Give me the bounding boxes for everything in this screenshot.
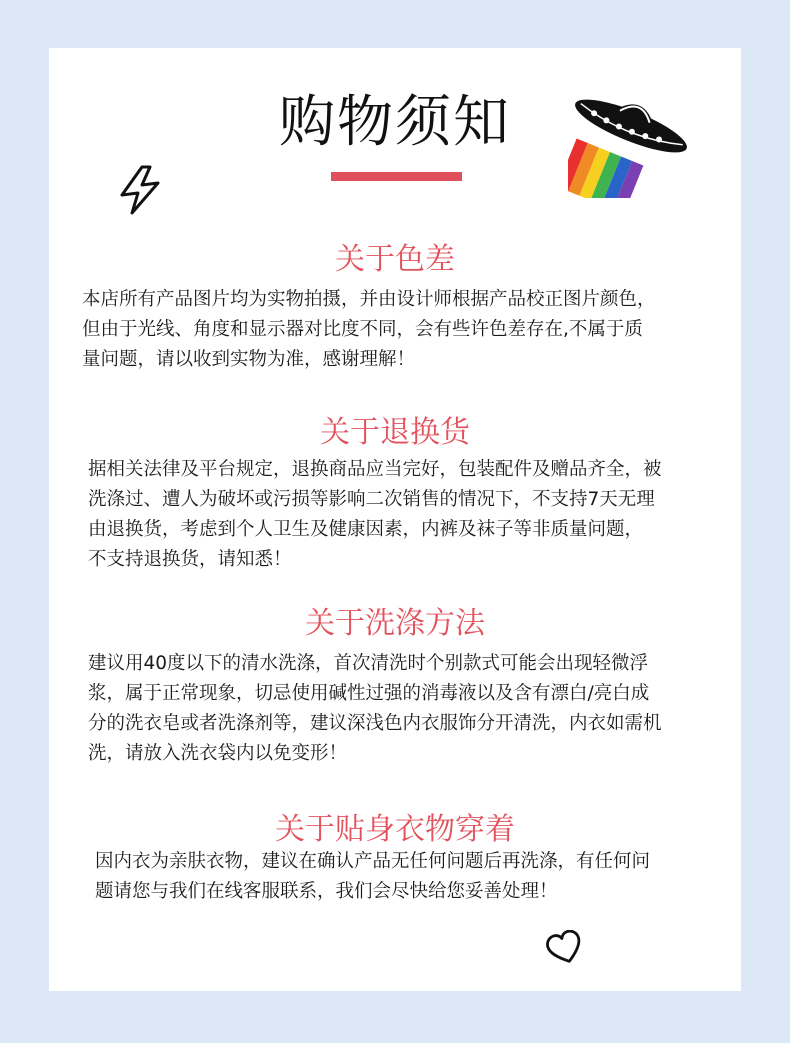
section-text-intimate-wear [95, 847, 650, 907]
text-line: 题请您与我们在线客服联系，我们会尽快给您妥善处理！ [95, 881, 558, 902]
text-line: 洗，请放入洗衣袋内以免变形！ [88, 743, 348, 764]
section-text-returns [88, 455, 662, 575]
section-heading-intimate-wear: 关于贴身衣物穿着 [275, 812, 515, 847]
text-line: 因内衣为亲肤衣物，建议在确认产品无任何问题后再洗涤，有任何问 [95, 851, 651, 872]
text-line: 洗涤过、遭人为破坏或污损等影响二次销售的情况下，不支持7天无理 [88, 489, 655, 510]
heart-icon [546, 930, 584, 966]
text-line: 浆，属于正常现象，切忌使用碱性过强的消毒液以及含有漂白/亮白成 [88, 683, 650, 704]
text-line: 不支持退换货，请知悉！ [88, 549, 292, 570]
ufo-icon [568, 82, 694, 198]
text-line: 但由于光线、角度和显示器对比度不同，会有些许色差存在,不属于质 [82, 319, 643, 340]
text-line: 分的洗衣皂或者洗涤剂等，建议深浅色内衣服饰分开清洗，内衣如需机 [88, 713, 662, 734]
lightning-icon [118, 165, 162, 215]
section-text-washing [88, 649, 662, 769]
text-line: 量问题，请以收到实物为准，感谢理解！ [82, 349, 416, 370]
text-line: 建议用40度以下的清水洗涤，首次清洗时个别款式可能会出现轻微浮 [88, 653, 649, 674]
page-title: 购物须知 [279, 90, 511, 155]
text-line: 本店所有产品图片均为实物拍摄，并由设计师根据产品校正图片颜色， [82, 289, 656, 310]
section-heading-washing: 关于洗涤方法 [305, 606, 485, 641]
text-line: 据相关法律及平台规定，退换商品应当完好，包装配件及赠品齐全，被 [88, 459, 662, 480]
section-heading-returns: 关于退换货 [320, 415, 470, 450]
text-line: 由退换货，考虑到个人卫生及健康因素，内裤及袜子等非质量问题， [88, 519, 644, 540]
title-underline [331, 172, 462, 181]
section-heading-color-difference: 关于色差 [335, 242, 455, 277]
section-text-color-difference [82, 285, 656, 375]
